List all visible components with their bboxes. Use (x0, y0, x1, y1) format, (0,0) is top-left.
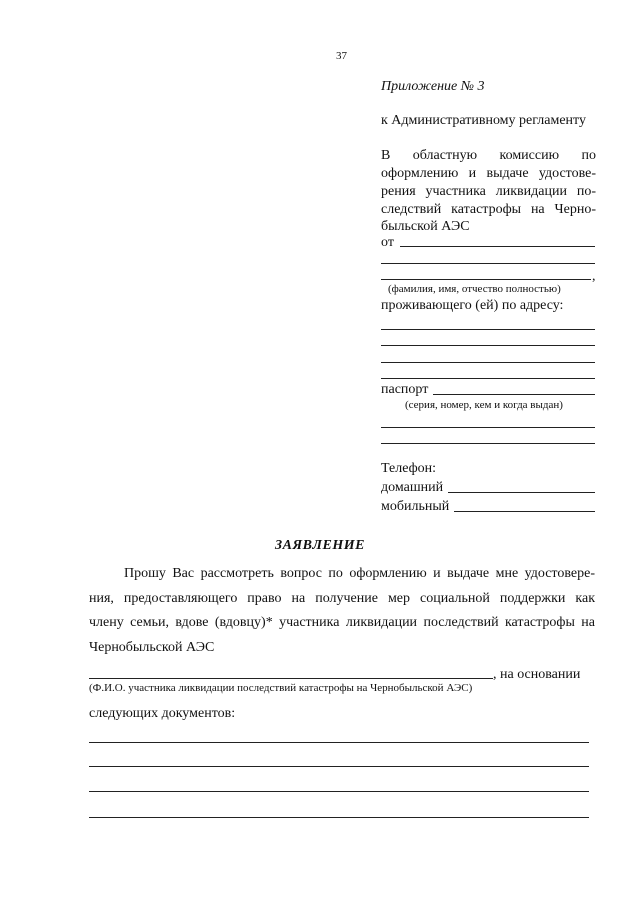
following-docs-label: следующих документов: (89, 706, 236, 721)
regulation-label: к Административному регламенту (381, 113, 586, 128)
address-line-1[interactable] (381, 329, 595, 330)
appendix-label: Приложение № 3 (381, 79, 485, 94)
address-line-4[interactable] (381, 378, 595, 379)
address-line-3[interactable] (381, 362, 595, 363)
on-basis-text: , на основании (493, 667, 581, 682)
from-line[interactable] (400, 246, 595, 247)
passport-line[interactable] (433, 394, 595, 395)
addressee-line-3: рения участника ликвидации по- (381, 184, 596, 199)
passport-line-2[interactable] (381, 427, 595, 428)
address-label: проживающего (ей) по адресу: (381, 298, 564, 313)
paragraph-line-4: Чернобыльской АЭС (89, 640, 215, 655)
mobile-phone-line[interactable] (454, 511, 595, 512)
name-line-2[interactable] (381, 263, 595, 264)
name-line-3[interactable] (381, 279, 591, 280)
paragraph-line-2: ния, предоставляющего право на получение мер социальной поддержки как (89, 591, 595, 606)
docs-line-4[interactable] (89, 817, 589, 818)
name-line-comma: , (592, 269, 596, 284)
addressee-line-1: В областную комиссию по (381, 148, 596, 163)
phone-label: Телефон: (381, 461, 437, 476)
from-label: от (381, 235, 394, 250)
address-line-2[interactable] (381, 345, 595, 346)
docs-line-1[interactable] (89, 742, 589, 743)
docs-line-2[interactable] (89, 766, 589, 767)
passport-hint: (серия, номер, кем и когда выдан) (405, 399, 563, 411)
page-number: 37 (336, 50, 347, 62)
passport-line-3[interactable] (381, 443, 595, 444)
home-phone-label: домашний (381, 480, 444, 495)
passport-label: паспорт (381, 382, 429, 397)
paragraph-line-1: Прошу Вас рассмотреть вопрос по оформлению и выдаче мне удостовере- (124, 566, 595, 581)
paragraph-line-3: члену семьи, вдове (вдовцу)* участника ликвидации последствий катастрофы на (89, 615, 595, 630)
addressee-line-2: оформлению и выдаче удостове- (381, 166, 596, 181)
docs-line-3[interactable] (89, 791, 589, 792)
home-phone-line[interactable] (448, 492, 595, 493)
participant-hint: (Ф.И.О. участника ликвидации последствий катастрофы на Чернобыльской АЭС) (89, 682, 473, 694)
mobile-phone-label: мобильный (381, 499, 450, 514)
addressee-line-5: быльской АЭС (381, 219, 470, 234)
name-hint: (фамилия, имя, отчество полностью) (388, 283, 561, 295)
addressee-line-4: следствий катастрофы на Черно- (381, 202, 596, 217)
participant-line[interactable] (89, 678, 493, 679)
document-title: ЗАЯВЛЕНИЕ (274, 538, 365, 553)
